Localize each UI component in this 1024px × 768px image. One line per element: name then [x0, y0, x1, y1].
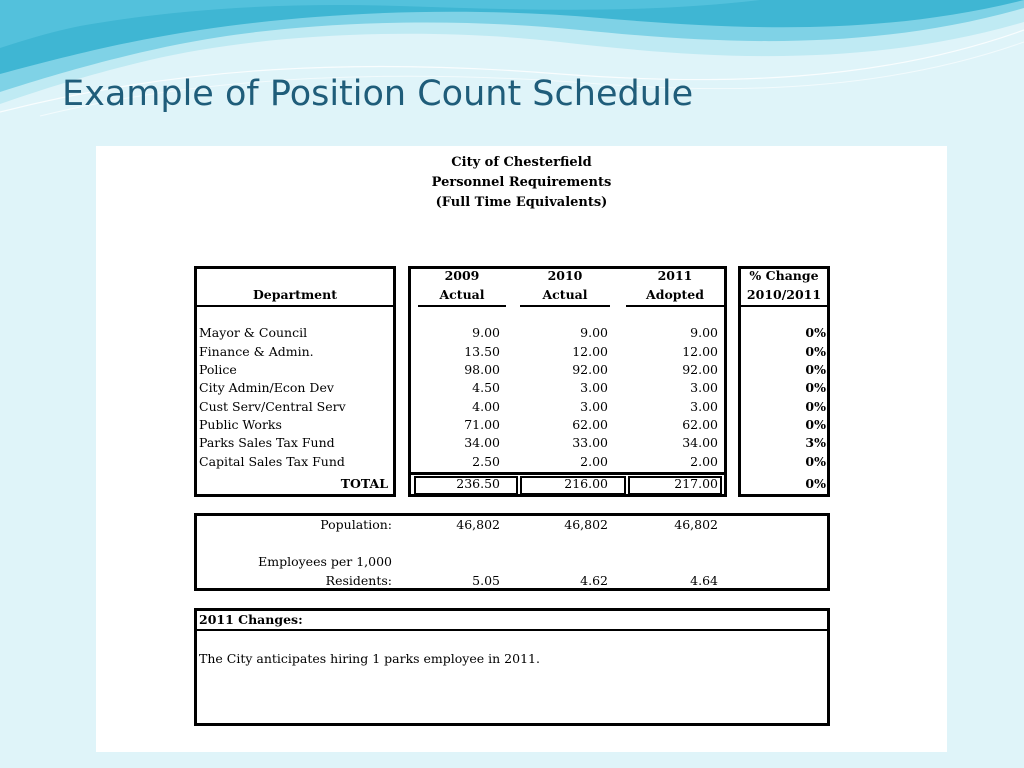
value-2010: 12.00 [572, 344, 608, 359]
employees-2011: 4.64 [690, 573, 718, 588]
change-value: 3% [805, 435, 826, 450]
total-2010: 216.00 [564, 476, 608, 491]
department-name: Capital Sales Tax Fund [199, 454, 345, 469]
header-rule [738, 305, 830, 307]
column-label: Actual [439, 287, 485, 302]
employees-residents-label: Residents: [325, 573, 392, 588]
value-2010: 2.00 [580, 454, 608, 469]
value-2011: 9.00 [690, 325, 718, 340]
department-name: Cust Serv/Central Serv [199, 399, 346, 414]
change-value: 0% [805, 399, 826, 414]
value-2011: 12.00 [682, 344, 718, 359]
value-2009: 13.50 [464, 344, 500, 359]
value-2009: 34.00 [464, 435, 500, 450]
population-2011: 46,802 [674, 517, 718, 532]
position-count-document [96, 146, 947, 752]
header-rule [418, 305, 506, 307]
value-2011: 62.00 [682, 417, 718, 432]
change-header: % Change [749, 268, 819, 283]
total-2011: 217.00 [674, 476, 718, 491]
value-2010: 3.00 [580, 399, 608, 414]
column-year: 2011 [657, 268, 693, 283]
value-2010: 9.00 [580, 325, 608, 340]
change-value: 0% [805, 454, 826, 469]
population-label: Population: [320, 517, 392, 532]
change-value: 0% [805, 380, 826, 395]
change-header: 2010/2011 [746, 287, 822, 302]
value-2011: 2.00 [690, 454, 718, 469]
value-2011: 3.00 [690, 399, 718, 414]
slide-title: Example of Position Count Schedule [62, 74, 694, 114]
value-2011: 92.00 [682, 362, 718, 377]
header-rule [626, 305, 724, 307]
document-header-line: (Full Time Equivalents) [435, 195, 608, 210]
department-name: Public Works [199, 417, 282, 432]
header-rule [520, 305, 610, 307]
changes-heading-rule [194, 629, 830, 631]
change-value: 0% [805, 417, 826, 432]
employees-2009: 5.05 [472, 573, 500, 588]
population-2010: 46,802 [564, 517, 608, 532]
document-header [96, 153, 947, 213]
employees-2010: 4.62 [580, 573, 608, 588]
document-header-line: City of Chesterfield [451, 155, 592, 170]
value-2011: 3.00 [690, 380, 718, 395]
value-2011: 34.00 [682, 435, 718, 450]
column-label: Adopted [646, 287, 704, 302]
column-year: 2010 [547, 268, 583, 283]
changes-text: The City anticipates hiring 1 parks employee in 2011. [199, 651, 540, 666]
value-2009: 4.50 [472, 380, 500, 395]
total-label: TOTAL [340, 476, 388, 491]
value-2009: 71.00 [464, 417, 500, 432]
department-name: Finance & Admin. [199, 344, 314, 359]
value-2009: 2.50 [472, 454, 500, 469]
header-rule [194, 305, 396, 307]
value-2010: 62.00 [572, 417, 608, 432]
employees-per-1000-label: Employees per 1,000 [258, 554, 392, 569]
value-2009: 98.00 [464, 362, 500, 377]
column-label: Actual [542, 287, 588, 302]
change-value: 0% [805, 362, 826, 377]
department-name: Police [199, 362, 237, 377]
change-value: 0% [805, 344, 826, 359]
document-header-line: Personnel Requirements [431, 175, 612, 190]
total-2009: 236.50 [456, 476, 500, 491]
column-year: 2009 [444, 268, 480, 283]
value-2010: 92.00 [572, 362, 608, 377]
total-change: 0% [805, 476, 826, 491]
value-2009: 4.00 [472, 399, 500, 414]
value-2010: 33.00 [572, 435, 608, 450]
value-2009: 9.00 [472, 325, 500, 340]
changes-heading: 2011 Changes: [199, 612, 303, 627]
department-name: City Admin/Econ Dev [199, 380, 334, 395]
department-header: Department [252, 287, 338, 302]
population-2009: 46,802 [456, 517, 500, 532]
department-name: Parks Sales Tax Fund [199, 435, 335, 450]
change-value: 0% [805, 325, 826, 340]
value-2010: 3.00 [580, 380, 608, 395]
department-name: Mayor & Council [199, 325, 308, 340]
